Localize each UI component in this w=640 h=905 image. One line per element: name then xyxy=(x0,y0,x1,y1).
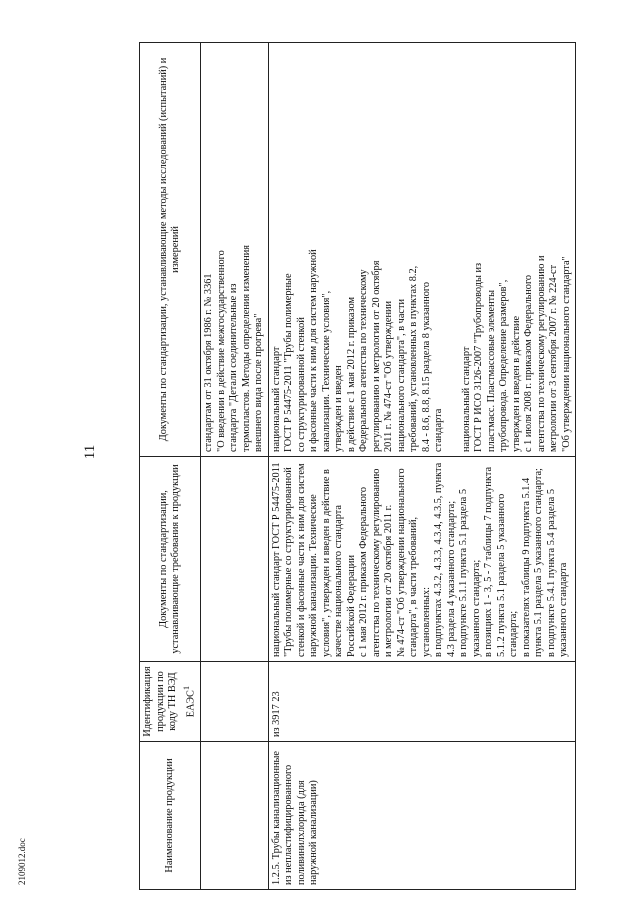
text-line: стенкой и фасонные части к ним для систем xyxy=(295,463,307,657)
text-line: агентства по техническому регулированию xyxy=(370,468,382,657)
text-line: установленных: xyxy=(420,587,432,657)
test-method-standard-gost-iso-3126 xyxy=(461,47,574,452)
header-requirement-standards: Документы по стандартизации, устанавливающие требования к продукции xyxy=(140,457,201,662)
text-line: Российской Федерации xyxy=(345,555,357,657)
text-line: метрологии от 3 сентября 2007 г. № 224-ст xyxy=(548,264,559,452)
text-line: и метрологии от 20 октября 2011 г. xyxy=(383,504,394,657)
text-line: указанного стандарта xyxy=(558,562,569,657)
text-line: 5.1.2 пункта 5.1 раздела 5 указанного xyxy=(495,493,507,657)
text-line: наружной канализации. Технические xyxy=(308,494,319,657)
text-line: качестве национального стандарта xyxy=(333,505,344,657)
header-test-method-standards: Документы по стандартизации, устанавливающие методы исследований (испытаний) и измерений xyxy=(140,43,201,457)
text-line: "О введении в действие межгосударственного xyxy=(215,250,227,452)
text-line: пункта 5.1 раздела 5 указанного стандарта; xyxy=(533,468,544,657)
product-code: из 3917 23 xyxy=(270,691,282,737)
text-line: ГОСТ Р ИСО 3126-2007 "Трубопроводы из xyxy=(473,262,484,452)
text-line: "Трубы полимерные со структурированной xyxy=(283,467,294,657)
header-tn-ved-code xyxy=(140,662,201,742)
text-line: стандарта xyxy=(433,408,444,452)
text-line: в подпункте 5.1.1 пункта 5.1 раздела 5 xyxy=(458,489,469,657)
text-line: национального стандарта", в части xyxy=(395,298,407,452)
text-line: национальный стандарт xyxy=(270,346,282,452)
table-row xyxy=(268,43,576,890)
continuation-standards-cell xyxy=(201,457,269,662)
product-standards-table xyxy=(139,42,576,890)
continuation-methods-text xyxy=(203,47,266,452)
product-code-cell xyxy=(268,662,576,742)
test-method-standards-cell xyxy=(268,43,576,457)
text-line: в подпунктах 4.3.2, 4.3.3, 4.3.4, 4.3.5, пункта xyxy=(433,462,444,657)
text-line: Федерального агентства по техническому xyxy=(358,269,369,452)
header-product-name: Наименование продукции xyxy=(140,742,201,890)
product-name: Трубы канализационные из непластифицированного поливинилхлорида (для наружной канализации) xyxy=(270,751,319,885)
text-line: регулированию и метрологии от 20 октября xyxy=(370,260,382,452)
text-line: 2011 г. № 474-ст "Об утверждении xyxy=(383,301,394,452)
text-line: внешнего вида после прогрева" xyxy=(253,313,264,452)
text-line: № 474-ст "Об утверждении национального xyxy=(395,468,407,657)
product-name-cell xyxy=(268,742,576,890)
text-line: условия", утвержден и введен в действие в xyxy=(320,469,332,657)
continuation-code-cell xyxy=(201,662,269,742)
text-line: термопластов. Методы определения изменения xyxy=(240,244,252,452)
requirement-standards-cell xyxy=(268,457,576,662)
text-line: стандарта "Детали соединительные из xyxy=(228,283,239,452)
text-line: указанного стандарта; xyxy=(470,559,482,657)
test-method-standard-gost-54475 xyxy=(271,47,446,452)
text-line: в действие с 1 мая 2012 г. приказом xyxy=(345,297,357,452)
requirement-standards-text xyxy=(271,461,571,657)
text-line: в показателях таблицы 9 подпункта 5.1.4 xyxy=(520,477,532,657)
text-line: с 1 мая 2012 г. приказом Федерального xyxy=(358,486,369,657)
table-header-row xyxy=(140,43,201,890)
text-line: "Об утверждении национального стандарта" xyxy=(560,256,572,452)
text-line: 4.3 раздела 4 указанного стандарта; xyxy=(445,500,457,657)
text-line: утвержден и введен xyxy=(333,365,344,452)
text-line: национальный стандарт ГОСТ Р 54475-2011 xyxy=(270,462,282,657)
text-line: трубопровода. Определение размеров", xyxy=(498,279,509,452)
text-line: ГОСТ Р 54475-2011 "Трубы полимерные xyxy=(283,273,294,452)
text-line: в позициях 1 - 3, 5 - 7 таблицы 7 подпункта xyxy=(483,466,494,657)
continuation-methods-cell xyxy=(201,43,269,457)
table-row-continuation xyxy=(201,43,269,890)
row-number: 1.2.5. xyxy=(270,861,282,885)
page-number: 11 xyxy=(82,444,98,460)
text-line: в подпункте 5.4.1 пункта 5.4 раздела 5 xyxy=(545,489,557,657)
text-line: стандарта; xyxy=(508,610,519,657)
text-line: агентства по техническому регулированию и xyxy=(535,255,547,452)
text-line: 8.4 - 8.6, 8.8, 8.15 раздела 8 указанного xyxy=(420,282,432,452)
product-standards-table-wrapper xyxy=(139,42,621,890)
text-line: требований, установленных в пунктах 8.2, xyxy=(408,265,419,452)
document-file-name: 2109012.doc xyxy=(17,838,27,885)
text-line: и фасонные части к ним для систем наружной xyxy=(308,249,319,452)
text-line: национальный стандарт xyxy=(460,346,472,452)
text-line: утвержден и введен в действие xyxy=(510,315,522,452)
text-line: канализации. Технические условия", xyxy=(320,290,332,452)
header-code-footnote: 1 xyxy=(180,685,191,691)
header-tn-ved-code-text: Идентификация продукции по коду ТН ВЭД ЕАЭС xyxy=(142,666,197,737)
text-line: со структурированной стенкой xyxy=(295,317,307,452)
text-line: с 1 июля 2008 г. приказом Федерального xyxy=(523,274,534,452)
continuation-name-cell xyxy=(201,742,269,890)
text-line: пластмасс. Пластмассовые элементы xyxy=(485,290,497,452)
text-line: стандартам от 31 октября 1986 г. № 3361 xyxy=(203,273,214,452)
text-line: стандарта", в части требований, xyxy=(408,516,419,657)
